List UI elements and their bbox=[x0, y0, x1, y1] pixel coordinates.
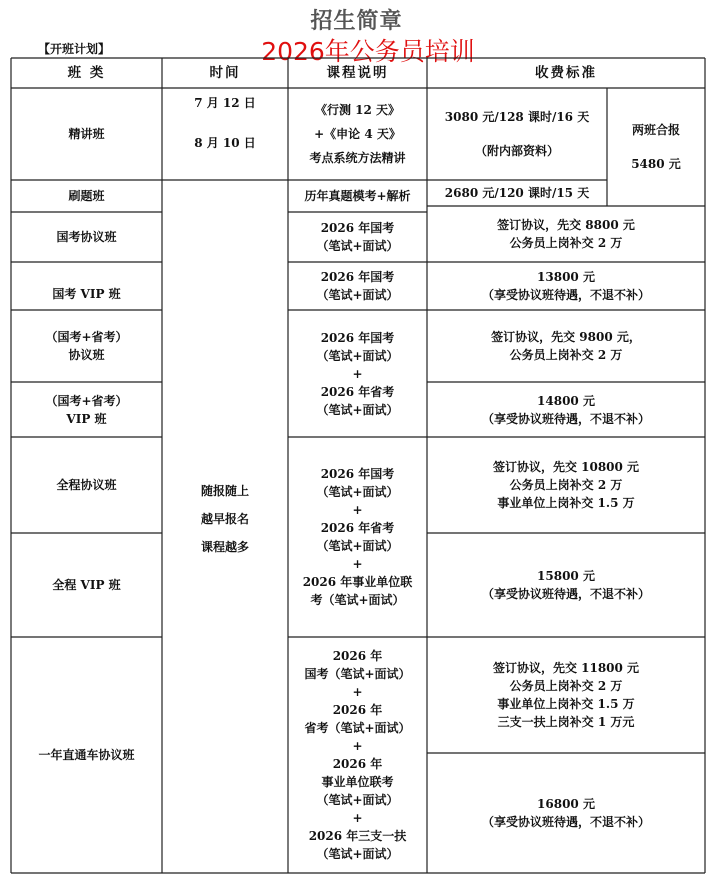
fee-shuati: 2680 元/120 课时/15 天 bbox=[444, 186, 590, 200]
course-jingjiang: 《行测 12 天》 +《申论 4 天》 考点系统方法精讲 bbox=[309, 103, 406, 165]
course-guokao-vip: 2026 年国考 （笔试+面试） bbox=[316, 270, 399, 302]
class-guosheng-vip: （国考+省考） VIP 班 bbox=[45, 393, 128, 426]
fee-guokao-xieyi: 签订协议，先交 8800 元 公务员上岗补交 2 万 bbox=[497, 218, 635, 250]
fee-combined: 两班合报 5480 元 bbox=[631, 123, 681, 171]
header-time: 时间 bbox=[209, 65, 241, 81]
fee-guosheng-xieyi: 签订协议，先交 9800 元， 公务员上岗补交 2 万 bbox=[491, 330, 641, 362]
class-shuati: 刷题班 bbox=[68, 189, 105, 203]
time-rolling: 随报随上 越早报名 课程越多 bbox=[200, 484, 249, 554]
class-guosheng-xieyi: （国考+省考） 协议班 bbox=[45, 330, 128, 362]
fee-quancheng-xieyi: 签订协议，先交 10800 元 公务员上岗补交 2 万 事业单位上岗补交 1.5 万 bbox=[492, 460, 640, 510]
page-title: 招生简章 bbox=[310, 8, 403, 34]
course-quancheng: 2026 年国考 （笔试+面试） + 2026 年省考 （笔试+面试） + 2026 年事业单位联 考（笔试+面试） bbox=[302, 467, 413, 607]
course-yinian: 2026 年 国考（笔试+面试） + 2026 年 省考（笔试+面试） + 2026 年 事业单位联考 （笔试+面试） + 2026 年三支一扶 （笔试+面试） bbox=[304, 649, 411, 861]
time-dates: 7 月 12 日 8 月 10 日 bbox=[194, 96, 256, 150]
course-guokao-xieyi: 2026 年国考 （笔试+面试） bbox=[316, 221, 399, 253]
course-guosheng: 2026 年国考 （笔试+面试） + 2026 年省考 （笔试+面试） bbox=[316, 330, 399, 417]
class-quancheng-vip: 全程 VIP 班 bbox=[52, 578, 121, 592]
subtitle: 2026年公务员培训 bbox=[261, 37, 475, 66]
header-fee: 收费标准 bbox=[535, 65, 597, 81]
plan-label: 【开班计划】 bbox=[38, 42, 111, 56]
fee-jingjiang: 3080 元/128 课时/16 天 （附内部资料） bbox=[444, 110, 590, 158]
class-guokao-vip: 国考 VIP 班 bbox=[52, 287, 121, 301]
fee-yinian-vip: 16800 元 （享受协议班待遇，不退不补） bbox=[481, 797, 650, 829]
fee-guosheng-vip: 14800 元 （享受协议班待遇，不退不补） bbox=[481, 393, 650, 426]
class-jingjiang: 精讲班 bbox=[68, 127, 105, 141]
header-course: 课程说明 bbox=[326, 65, 389, 81]
course-shuati: 历年真题模考+解析 bbox=[304, 189, 411, 203]
class-quancheng-xieyi: 全程协议班 bbox=[56, 478, 117, 492]
fee-yinian-xieyi: 签订协议，先交 11800 元 公务员上岗补交 2 万 事业单位上岗补交 1.5 万 三支一扶上岗补交 1 万元 bbox=[492, 661, 640, 729]
header-class: 班 类 bbox=[67, 65, 106, 81]
class-guokao-xieyi: 国考协议班 bbox=[56, 230, 117, 244]
fee-guokao-vip: 13800 元 （享受协议班待遇，不退不补） bbox=[481, 270, 650, 302]
fee-quancheng-vip: 15800 元 （享受协议班待遇，不退不补） bbox=[481, 569, 650, 601]
class-yinian-xieyi: 一年直通车协议班 bbox=[38, 748, 135, 762]
